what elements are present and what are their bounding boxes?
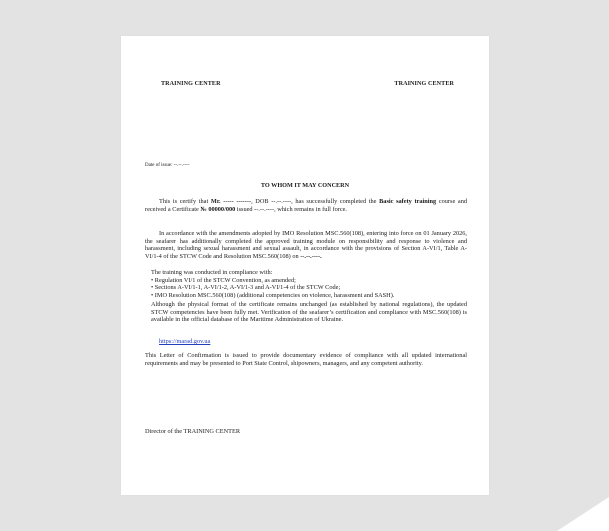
verification-paragraph bbox=[145, 301, 467, 324]
header-left: TRAINING CENTER bbox=[161, 81, 221, 87]
para2-text: In accordance with the amendments adopted by IMO Resolution MSC.560(108), entering into force on 01 January 2026, the seafarer has additionally completed the approved training module on responsibility and response to violence and harassment, including sexual harassment and sexual assault, in accordance with the provisions of Section A-VI/1, Table A-VI/1-4 of the STCW Code and Resolution MSC.560(108) on bbox=[145, 230, 467, 261]
confirmation-paragraph bbox=[145, 352, 467, 367]
para1-text-1: This is certify that bbox=[159, 198, 211, 205]
para1-text-3: course and received a Certificate bbox=[145, 198, 467, 213]
para1-text-4: issued --.--.----, which remains in full force. bbox=[235, 205, 347, 213]
marad-link[interactable]: https://marad.gov.ua bbox=[159, 338, 211, 345]
header-right: TRAINING CENTER bbox=[394, 81, 454, 87]
certificate-number: № 00000/000 bbox=[200, 205, 236, 213]
compliance-item: • IMO Resolution MSC.560(108) (additional competencies on violence, harassment and SASH). bbox=[151, 292, 395, 300]
seafarer-name: Mr. ----- ------- bbox=[210, 198, 252, 205]
compliance-intro: The training was conducted in compliance with: bbox=[151, 269, 273, 276]
compliance-item: • Sections A-VI/1-1, A-VI/1-2, A-VI/1-3 and A-VI/1-4 of the STCW Code; bbox=[151, 284, 341, 292]
compliance-list bbox=[145, 269, 467, 300]
verification-text: Although the physical format of the certificate remains unchanged (as established by national regulations), the updated STCW competencies have been fully met. Verification of the seafarer’s certification and compliance with MSC.560(108) is available in the official database of the Maritime Administration of Ukraine. bbox=[151, 301, 467, 324]
certification-paragraph bbox=[145, 198, 467, 213]
director-signature-line: Director of the TRAINING CENTER bbox=[145, 428, 241, 435]
amendments-paragraph bbox=[145, 230, 467, 261]
para1-text-2: , DOB --.--.----, has successfully completed the bbox=[251, 198, 380, 205]
date-of-issue: Date of issue: --.--.---- bbox=[145, 163, 190, 168]
letter-title: TO WHOM IT MAY CONCERN bbox=[260, 182, 350, 189]
confirmation-text: This Letter of Confirmation is issued to provide documentary evidence of compliance with all updated international requirements and may be presented to Port State Control, shipowners, managers, and any competent authority. bbox=[145, 352, 467, 367]
module-date: --.--.----. bbox=[300, 253, 322, 261]
compliance-item: • Regulation VI/1 of the STCW Convention, as amended; bbox=[151, 276, 296, 284]
document-page bbox=[121, 36, 489, 495]
background-corner bbox=[557, 497, 609, 531]
course-name: Basic safety training bbox=[379, 198, 437, 205]
